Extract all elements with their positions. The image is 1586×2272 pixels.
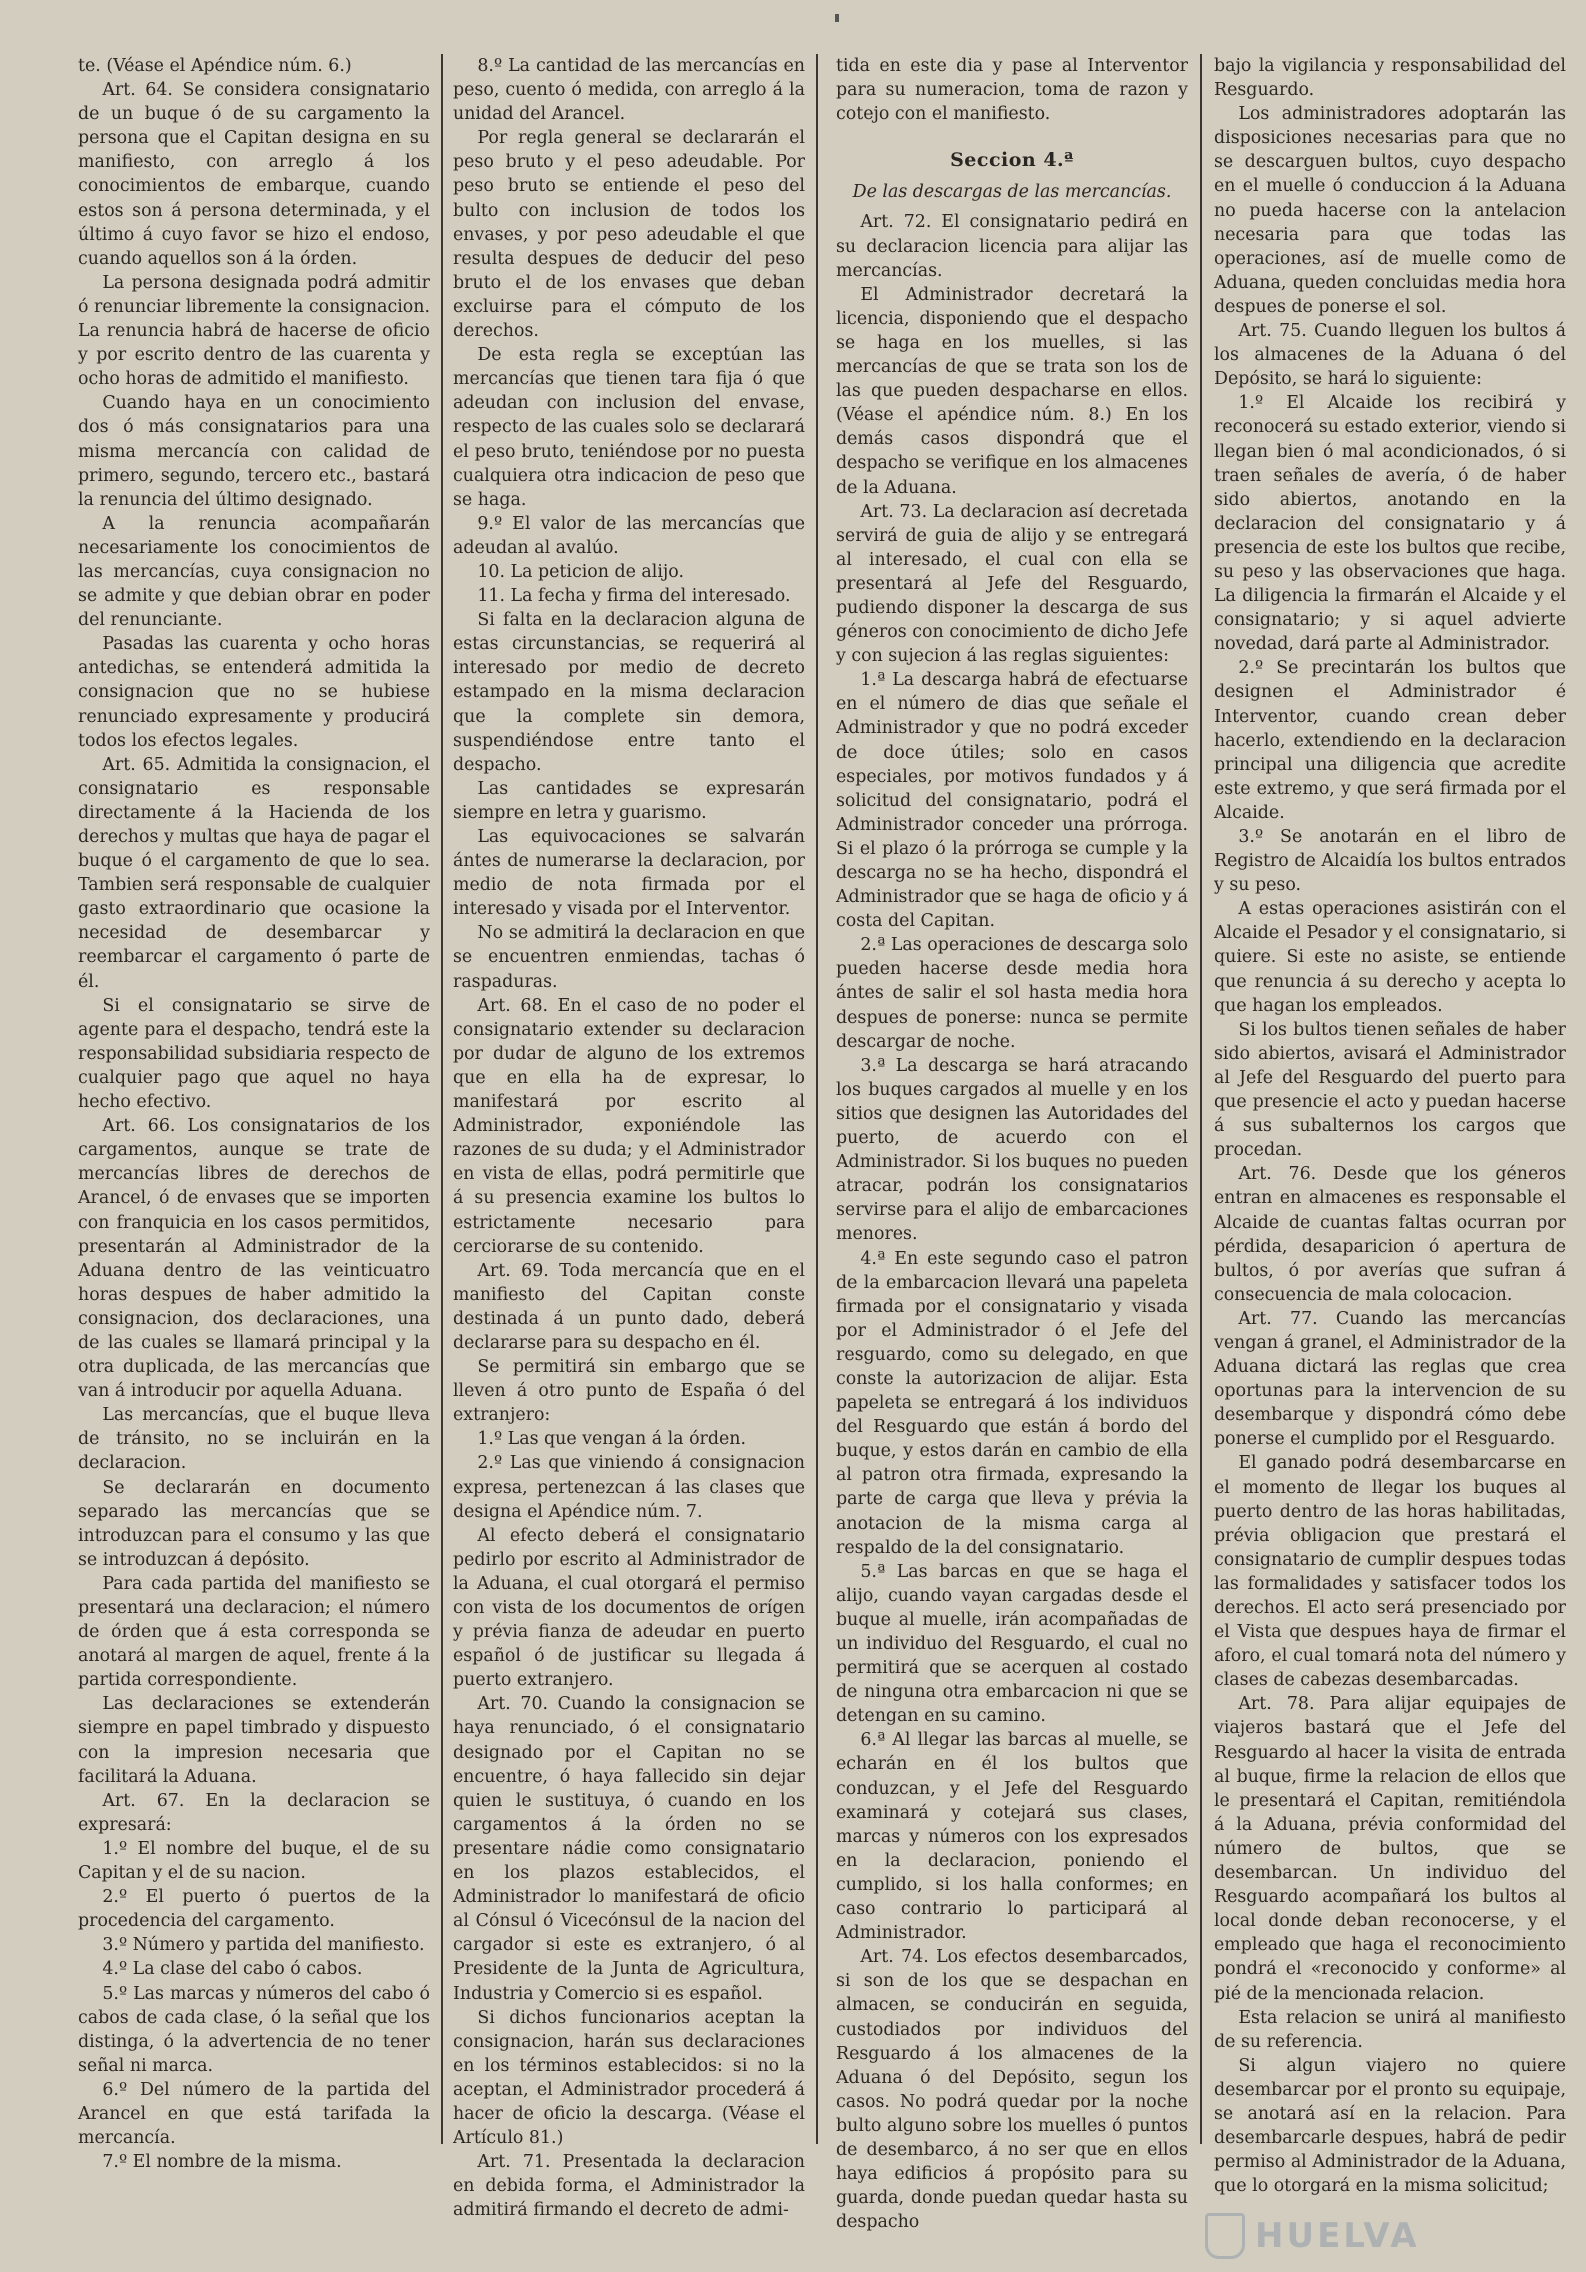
paragraph: Por regla general se declararán el peso bruto y el peso adeudable. Por peso bruto se entiende el peso del bulto con inclusion de todos los envases, y por peso adeudable el que resulta despues de deducir del peso bruto el de los envases que deban excluirse para el cómputo de los derechos. xyxy=(453,128,805,342)
paragraph: El ganado podrá desembarcarse en el momento de llegar los buques al puerto dentro de las horas habilitadas, prévia obligacion que prestará el consignatario de cumplir despues todas las formalidades y satisfacer todos los derechos. El acto será presenciado por el Vista que despues haya de firmar el aforo, el cual tomará nota del número y clases de cabezas desembarcadas. xyxy=(1214,1453,1566,1691)
paragraph: tida en este dia y pase al Interventor para su numeracion, toma de razon y cotejo con el manifiesto. xyxy=(836,56,1188,125)
paragraph: Art. 78. Para alijar equipajes de viajeros bastará que el Jefe del Resguardo al hacer la visita de entrada al buque, firme la relacion de ellos que le presentará el Capitan, remitiéndola á la Aduana, prévia conformidad del número de bultos, que se desembarcan. Un individuo del Resguardo acompañará los bultos al local donde deban reconocerse, y el empleado que haga el reconocimiento pondrá el «reconocido y conforme» al pié de la mencionada relacion. xyxy=(1214,1694,1566,2004)
text-column-4 xyxy=(1214,54,1566,2198)
column-divider-2 xyxy=(816,54,818,2144)
paragraph: 9.º El valor de las mercancías que adeudan al avalúo. xyxy=(453,513,805,558)
paragraph: Si dichos funcionarios aceptan la consignacion, harán sus declaraciones en los términos establecidos: si no la aceptan, el Administrador procederá á hacer de oficio la descarga. (Véase el Artículo 81.) xyxy=(453,2007,805,2149)
archive-watermark xyxy=(1205,2214,1420,2258)
paragraph: Al efecto deberá el consignatario pedirlo por escrito al Administrador de la Aduana, el cual otorgará el permiso con vista de los documentos de orígen y prévia fianza de adeudar en puerto español ó de justificar su llegada á puerto extranjero. xyxy=(453,1525,805,1691)
watermark-text: HUELVA xyxy=(1255,2216,1420,2256)
paragraph: bajo la vigilancia y responsabilidad del Resguardo. xyxy=(1214,56,1566,101)
paragraph: 4.ª En este segundo caso el patron de la embarcacion llevará una papeleta firmada por el consignatario y visada por el Administrador ó el Jefe del resguardo, como su delegado, en que conste la autorizacion de alijar. Esta papeleta se entregará á los individuos del Resguardo que están á bordo del buque, y estos darán en cambio de ella al patron otra firmada, expresando la parte de carga que lleva y prévia la anotacion de la misma carga al respaldo de la del consignatario. xyxy=(836,1248,1188,1558)
paragraph: Art. 65. Admitida la consignacion, el consignatario es responsable directamente á la Hacienda de los derechos y multas que haya de pagar el buque ó el cargamento de que lo sea. Tambien será responsable de cualquier gasto extraordinario que ocasione la necesidad de desembarcar y reembarcar el cargamento ó parte de él. xyxy=(78,754,430,992)
paragraph: El Administrador decretará la licencia, disponiendo que el despacho se haga en los muelles, si las mercancías de que se trata son los de las que pueden despacharse en ellos. (Véase el apéndice núm. 8.) En los demás casos dispondrá que el despacho se verifique en los almacenes de la Aduana. xyxy=(836,284,1188,498)
paragraph: Las mercancías, que el buque lleva de tránsito, no se incluirán en la declaracion. xyxy=(78,1405,430,1474)
paragraph: De esta regla se exceptúan las mercancías que tienen tara fija ó que adeudan con inclusion del envase, respecto de las cuales solo se declarará el peso bruto, teniéndose por no puesta cualquiera otra indicacion de peso que se haga. xyxy=(453,345,805,510)
paragraph: 2.º Se precintarán los bultos que designen el Administrador é Interventor, cuando crean deber hacerlo, extendiendo en la declaracion principal una diligencia que acredite este extremo, y que será firmada por el Alcaide. xyxy=(1214,658,1566,823)
text-column-1 xyxy=(78,54,430,2174)
paragraph: Art. 67. En la declaracion se expresará: xyxy=(78,1790,430,1835)
paragraph: 8.º La cantidad de las mercancías en peso, cuento ó medida, con arreglo á la unidad del Arancel. xyxy=(453,56,805,125)
paragraph: Si falta en la declaracion alguna de estas circunstancias, se requerirá al interesado por medio de decreto estampado en la misma declaracion que la complete sin demora, suspendiéndose entre tanto el despacho. xyxy=(453,610,805,775)
section-title: Seccion 4.ª xyxy=(950,149,1074,172)
paragraph: Art. 66. Los consignatarios de los cargamentos, aunque se trate de mercancías libres de derechos de Arancel, ó de envases que se importen con franquicia en los casos permitidos, presentarán al Administrador de la Aduana dentro de las veinticuatro horas despues de haber admitido la consignacion, dos declaraciones, una de las cuales se llamará principal y la otra duplicada, de las mercancías que van á introducir por aquella Aduana. xyxy=(78,1116,430,1402)
paragraph: Se permitirá sin embargo que se lleven á otro punto de España ó del extranjero: xyxy=(453,1357,805,1426)
paragraph: Art. 71. Presentada la declaracion en debida forma, el Administrador la admitirá firmando el decreto de admi- xyxy=(453,2152,805,2221)
paragraph: Art. 73. La declaracion así decretada servirá de guia de alijo y se entregará al interesado, el cual con ella se presentará al Jefe del Resguardo, pudiendo disponer la descarga de sus géneros con conocimiento de dicho Jefe y con sujecion á las reglas siguientes: xyxy=(836,501,1188,667)
column-divider-3 xyxy=(1200,54,1202,2144)
paragraph: 1.ª La descarga habrá de efectuarse en el número de dias que señale el Administrador y que no podrá exceder de doce útiles; solo en casos especiales, por motivos fundados y á solicitud del consignatario, podrá el Administrador conceder una prórroga. Si el plazo ó la prórroga se cumple y la descarga no se ha hecho, dispondrá el Administrador que se haga de oficio y á costa del Capitan. xyxy=(836,670,1188,932)
paragraph: Cuando haya en un conocimiento dos ó más consignatarios para una misma mercancía con calidad de primero, segundo, tercero etc., bastará la renuncia del último designado. xyxy=(78,393,430,510)
paragraph: A estas operaciones asistirán con el Alcaide el Pesador y el consignatario, si quiere. Si este no asiste, se entiende que renuncia á su derecho y acepta lo que hagan los empleados. xyxy=(1214,899,1566,1016)
paragraph: Las declaraciones se extenderán siempre en papel timbrado y dispuesto con la impresion necesaria que facilitará la Aduana. xyxy=(78,1694,430,1787)
text-column-2 xyxy=(453,54,805,2222)
paragraph: 7.º El nombre de la misma. xyxy=(102,2152,342,2173)
paragraph: 6.º Del número de la partida del Arancel en que está tarifada la mercancía. xyxy=(78,2079,430,2149)
paragraph: Se declararán en documento separado las mercancías que se introduzcan para el consumo y las que se introduzcan á depósito. xyxy=(78,1477,430,1570)
paragraph: Las cantidades se expresarán siempre en letra y guarismo. xyxy=(453,778,805,823)
paragraph: 1.º El nombre del buque, el de su Capitan y el de su nacion. xyxy=(78,1838,430,1884)
paragraph: Si algun viajero no quiere desembarcar por el pronto su equipaje, se anotará así en la relacion. Para desembarcarle despues, habrá de pedir permiso al Administrador de la Aduana, que lo otorgará en la misma solicitud; xyxy=(1214,2055,1566,2197)
paragraph: A la renuncia acompañarán necesariamente los conocimientos de las mercancías, cuya consignacion no se admite y que debian obrar en poder del renunciante. xyxy=(78,513,430,631)
paragraph: 3.ª La descarga se hará atracando los buques cargados al muelle y en los sitios que designen las Autoridades del puerto, de acuerdo con el Administrador. Si los buques no pueden atracar, podrán los consignatarios servirse para el alijo de embarcaciones menores. xyxy=(836,1055,1188,1245)
paragraph: La persona designada podrá admitir ó renunciar libremente la consignacion. La renuncia habrá de hacerse de oficio y por escrito dentro de las cuarenta y ocho horas de admitido el manifiesto. xyxy=(78,272,430,390)
page-top-mark xyxy=(835,14,839,22)
paragraph: Art. 70. Cuando la consignacion se haya renunciado, ó el consignatario designado por el Capitan no se encuentre, ó haya fallecido sin dejar quien le sustituya, ó cuando en los cargamentos á la órden no se presentare nádie como consignatario en los plazos establecidos, el Administrador lo manifestará de oficio al Cónsul ó Vicecónsul de la nacion del cargador si este es extranjero, ó al Presidente de la Junta de Agricultura, Industria y Comercio si es español. xyxy=(453,1694,805,2004)
paragraph: Art. 68. En el caso de no poder el consignatario extender su declaracion por dudar de alguno de los extremos que en ella ha de expresar, lo manifestará por escrito al Administrador, exponiéndole las razones de su duda; y el Administrador en vista de ellas, podrá permitirle que á su presencia examine los bultos lo estrictamente necesario para cerciorarse de su contenido. xyxy=(453,995,805,1257)
paragraph: 6.ª Al llegar las barcas al muelle, se echarán en él los bultos que conduzcan, y el Jefe del Resguardo examinará y cotejará sus clases, marcas y números con los expresados en la declaracion, poniendo el cumplido, si los halla conformes; en caso contrario lo participará al Administrador. xyxy=(836,1730,1188,1944)
paragraph: 2.ª Las operaciones de descarga solo pueden hacerse desde media hora ántes de salir el sol hasta media hora despues de ponerse: nunca se permite descargar de noche. xyxy=(836,935,1188,1052)
paragraph: 2.º El puerto ó puertos de la procedencia del cargamento. xyxy=(78,1887,430,1932)
paragraph: 5.ª Las barcas en que se haga el alijo, cuando vayan cargadas desde el buque al muelle, irán acompañadas de un individuo del Resguardo, el cual no permitirá que se acerquen al costado de ninguna otra embarcacion ni que se detengan en su camino. xyxy=(836,1561,1188,1727)
paragraph: Art. 64. Se considera consignatario de un buque ó de su cargamento la persona que el Capitan designa en su manifiesto, con arreglo á los conocimientos de embarque, cuando estos son á persona determinada, y el último á cuyo favor se hizo el endoso, cuando aquellos son á la órden. xyxy=(78,80,430,269)
paragraph: Art. 74. Los efectos desembarcados, si son de los que se despachan en almacen, se conducirán en seguida, custodiados por individuos del Resguardo á los almacenes de la Aduana ó del Depósito, segun los casos. No podrá quedar por la noche bulto alguno sobre los muelles ó puntos de desembarco, á no ser que en ellos haya edificios á propósito para su guarda, donde puedan quedar hasta su despacho xyxy=(836,1947,1188,2233)
paragraph: 3.º Número y partida del manifiesto. xyxy=(102,1935,425,1956)
paragraph: Si el consignatario se sirve de agente para el despacho, tendrá este la responsabilidad subsidiaria respecto de cualquier pago que aquel no haya hecho efectivo. xyxy=(78,995,430,1113)
paragraph: 11. La fecha y firma del interesado. xyxy=(477,586,791,607)
paragraph: 3.º Se anotarán en el libro de Registro de Alcaidía los bultos entrados y su peso. xyxy=(1214,827,1566,896)
paragraph: te. (Véase el Apéndice núm. 6.) xyxy=(78,56,352,76)
text-column-3 xyxy=(836,54,1188,2234)
shield-icon xyxy=(1205,2213,1245,2259)
paragraph: Art. 77. Cuando las mercancías vengan á granel, el Administrador de la Aduana dictará las reglas que crea oportunas para la intervencion de su desembarque y dispondrá cómo debe ponerse el cumplido por el Resguardo. xyxy=(1214,1308,1566,1450)
paragraph: 1.º El Alcaide los recibirá y reconocerá su estado exterior, viendo si llegan bien ó mal acondicionados, ó si traen señales de avería, ó de haber sido abiertos, anotando en la declaracion del consignatario y á presencia de este los bultos que recibe, su peso y las observaciones que haga. La diligencia la firmarán el Alcaide y el consignatario; y si aquel advierte novedad, dará parte al Administrador. xyxy=(1214,393,1566,655)
paragraph: Las equivocaciones se salvarán ántes de numerarse la declaracion, por medio de nota firmada por el interesado y visada por el Interventor. xyxy=(453,827,805,920)
paragraph: 5.º Las marcas y números del cabo ó cabos de cada clase, ó la señal que los distinga, ó la advertencia de no tener señal ni marca. xyxy=(78,1983,430,2076)
paragraph: Esta relacion se unirá al manifiesto de su referencia. xyxy=(1214,2007,1566,2052)
paragraph: Si los bultos tienen señales de haber sido abiertos, avisará el Administrador al Jefe del Resguardo del puerto para que presencie el acto y puedan hacerse á sus subalternos los cargos que procedan. xyxy=(1214,1019,1566,1161)
paragraph: Los administradores adoptarán las disposiciones necesarias para que no se descarguen bultos, cuyo despacho en el muelle ó conduccion á la Aduana no pueda hacerse con la antelacion necesaria para que todas las operaciones, así de muelle como de Aduana, queden concluidas media hora despues de ponerse el sol. xyxy=(1214,104,1566,317)
paragraph: 1.º Las que vengan á la órden. xyxy=(477,1429,747,1450)
paragraph: No se admitirá la declaracion en que se encuentren enmiendas, tachas ó raspaduras. xyxy=(453,923,805,992)
paragraph: Pasadas las cuarenta y ocho horas antedichas, se entenderá admitida la consignacion que no se hubiese renunciado expresamente y producirá todos los efectos legales. xyxy=(78,634,430,751)
paragraph: 4.º La clase del cabo ó cabos. xyxy=(102,1959,363,1980)
paragraph: 2.º Las que viniendo á consignacion expresa, pertenezcan á las clases que designa el Apéndice núm. 7. xyxy=(453,1453,805,1522)
paragraph: Para cada partida del manifiesto se presentará una declaracion; el número de órden que á esta corresponda se anotará al margen de aquel, frente á la partida correspondiente. xyxy=(78,1573,430,1691)
section-subtitle: De las descargas de las mercancías. xyxy=(852,182,1172,203)
paragraph: 10. La peticion de alijo. xyxy=(477,561,684,582)
paragraph: Art. 69. Toda mercancía que en el manifiesto del Capitan conste destinada á un punto dado, deberá declararse para su despacho en él. xyxy=(453,1260,805,1353)
paragraph: Art. 76. Desde que los géneros entran en almacenes es responsable el Alcaide de cuantas faltas ocurran por pérdida, desaparicion ó apertura de bultos, ó por averías que sufran á consecuencia de mala colocacion. xyxy=(1214,1164,1566,1305)
paragraph: Art. 75. Cuando lleguen los bultos á los almacenes de la Aduana ó del Depósito, se hará lo siguiente: xyxy=(1214,321,1566,390)
paragraph: Art. 72. El consignatario pedirá en su declaracion licencia para alijar las mercancías. xyxy=(836,212,1188,281)
column-divider-1 xyxy=(441,54,443,2144)
